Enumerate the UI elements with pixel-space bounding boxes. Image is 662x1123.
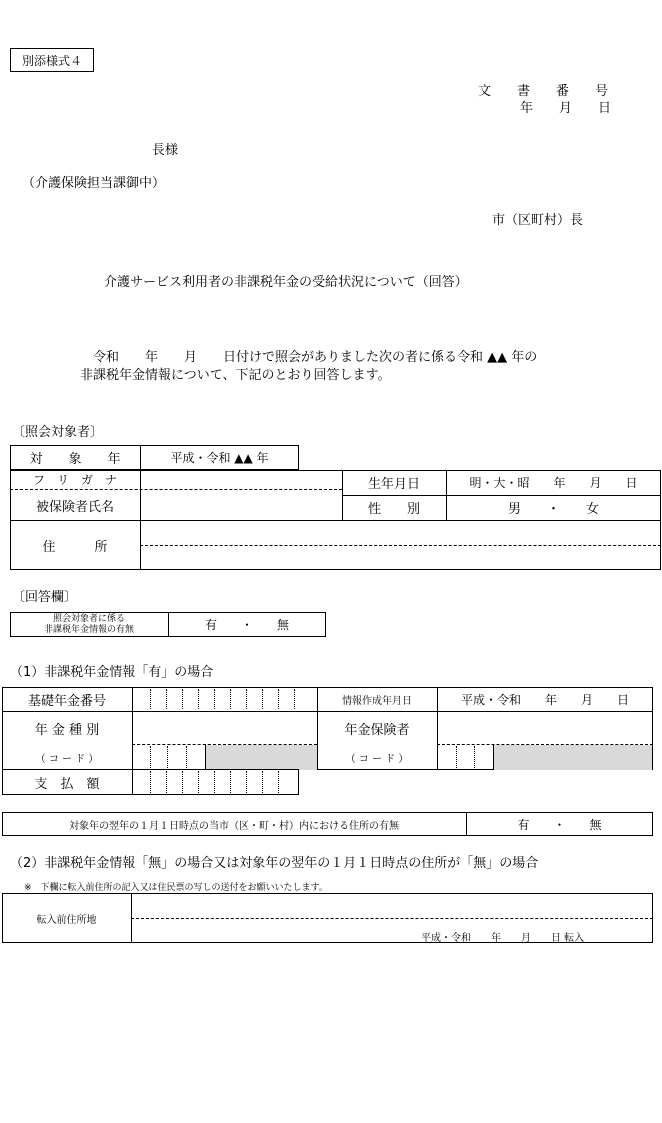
- target-year-value: 平成・令和 ▲▲ 年: [170, 451, 269, 465]
- body-line-2: 非課税年金情報について、下記のとおり回答します。: [80, 368, 391, 383]
- case1-heading: （1）非課税年金情報「有」の場合: [10, 665, 214, 680]
- code2-shaded: [494, 745, 652, 770]
- move-in-date: 平成・令和 年 月 日 転入: [421, 933, 585, 944]
- addressee-sub: （介護保険担当課御中）: [22, 176, 166, 191]
- answer-exists-value: 有 ・ 無: [204, 618, 289, 632]
- payment-label: 支 払 額: [34, 776, 100, 792]
- addressee: 長様: [152, 143, 179, 158]
- case2-heading: （2）非課税年金情報「無」の場合又は対象年の翌年の１月１日時点の住所が「無」の場合: [10, 856, 539, 871]
- sex-label: 性 別: [367, 502, 420, 517]
- sex-value: 男 ・ 女: [507, 502, 599, 517]
- body-line-1: 令和 年 月 日付けで照会がありました次の者に係る令和 ▲▲ 年の: [93, 350, 538, 365]
- residence-label: 対象年の翌年の１月１日時点の当市（区・町・村）内における住所の有無: [69, 820, 399, 832]
- answer-section-label: 〔回答欄〕: [12, 590, 78, 605]
- page-title: 介護サービス利用者の非課税年金の受給状況について（回答）: [104, 275, 468, 290]
- target-year-label: 対 象 年: [29, 452, 121, 467]
- answer-exists-label-1: 照会対象者に係る: [52, 613, 125, 624]
- doc-date: 年 月 日: [520, 101, 612, 116]
- birth-value: 明・大・昭 年 月 日: [469, 476, 638, 490]
- pension-type-code-label: （ コ ー ド ）: [35, 754, 99, 765]
- answer-exists-label: [10, 612, 168, 637]
- basic-pension-number-label: 基礎年金番号: [27, 693, 106, 709]
- pension-type-label: 年 金 種 別: [34, 722, 100, 738]
- doc-number: 文 書 番 号: [478, 84, 609, 99]
- inquiry-section-label: 〔照会対象者〕: [12, 425, 104, 440]
- insurer-code-label: （ コ ー ド ）: [345, 754, 409, 765]
- insurer-label: 年金保険者: [344, 722, 410, 738]
- info-date-label: 情報作成年月日: [342, 695, 412, 707]
- code1-shaded: [206, 745, 317, 770]
- address-label: 住 所: [42, 539, 108, 555]
- prev-address-label: 転入前住所地: [36, 914, 97, 926]
- case2-note: ※ 下欄に転入前住所の記入又は住民票の写しの送付をお願いいたします。: [24, 883, 328, 893]
- sender: 市（区町村）長: [492, 213, 584, 228]
- birth-label: 生年月日: [367, 477, 420, 492]
- form-tag-text: 別添様式４: [21, 53, 82, 68]
- furigana-label: フ リ ガ ナ: [32, 472, 117, 487]
- form-tag: [10, 48, 94, 72]
- residence-value: 有 ・ 無: [517, 817, 602, 832]
- info-date-value: 平成・令和 年 月 日: [460, 692, 629, 707]
- insured-name-label: 被保険者氏名: [35, 499, 114, 515]
- answer-exists-label-2: 非課税年金情報の有無: [43, 624, 134, 635]
